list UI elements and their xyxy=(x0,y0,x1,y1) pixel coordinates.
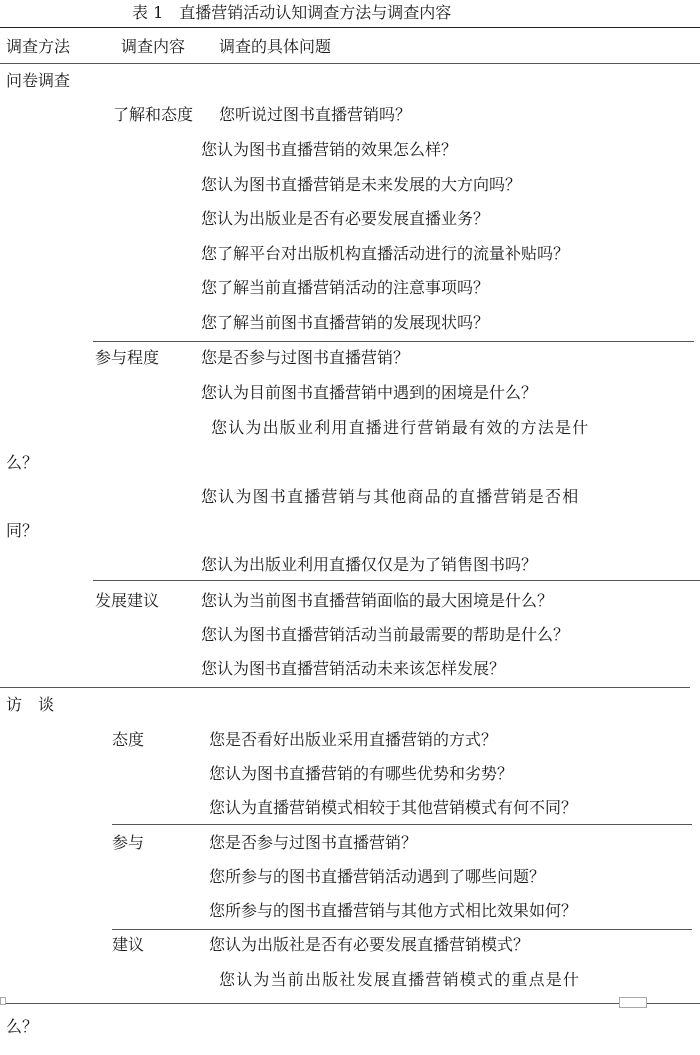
category-participation: 参与 xyxy=(112,833,145,852)
question-text: 您认为目前图书直播营销中遇到的困境是什么？ xyxy=(201,383,538,402)
question-text: 您了解当前直播营销活动的注意事项吗？ xyxy=(201,278,490,297)
group-rule xyxy=(93,341,694,342)
question-text: 您认为出版业利用直播进行营销最有效的方法是什 xyxy=(211,418,590,437)
question-text-continued: 么？ xyxy=(6,453,39,472)
section-rule xyxy=(0,687,690,688)
page-corner-mark-left xyxy=(0,997,6,1005)
question-text: 您听说过图书直播营销吗？ xyxy=(219,105,412,124)
question-text: 您认为出版业是否有必要发展直播业务？ xyxy=(201,209,490,228)
question-text: 您是否参与过图书直播营销？ xyxy=(209,833,418,852)
question-text: 您所参与的图书直播营销与其他方式相比效果如何？ xyxy=(209,901,578,920)
group-rule xyxy=(112,929,692,930)
header-content: 调查内容 xyxy=(121,37,186,56)
header-rule xyxy=(0,63,700,64)
question-text: 您认为图书直播营销活动当前最需要的帮助是什么？ xyxy=(201,625,570,644)
question-text: 您认为出版业利用直播仅仅是为了销售图书吗？ xyxy=(201,555,538,574)
table-caption: 表 1 直播营销活动认知调查方法与调查内容 xyxy=(132,3,452,22)
category-development-suggestions: 发展建议 xyxy=(95,591,160,610)
question-text: 您所参与的图书直播营销活动遇到了哪些问题？ xyxy=(209,867,546,886)
question-text: 您认为图书直播营销与其他商品的直播营销是否相 xyxy=(201,487,580,506)
question-text: 您认为图书直播营销活动未来该怎样发展？ xyxy=(201,659,506,678)
question-text: 您了解当前图书直播营销的发展现状吗？ xyxy=(201,313,490,332)
table-bottom-rule xyxy=(0,1003,700,1004)
page-corner-mark-right xyxy=(619,997,647,1008)
question-text: 您认为图书直播营销的效果怎么样？ xyxy=(201,140,458,159)
question-text: 您认为图书直播营销是未来发展的大方向吗？ xyxy=(201,175,522,194)
category-attitude: 态度 xyxy=(112,730,145,749)
method-questionnaire: 问卷调查 xyxy=(6,71,71,90)
question-text: 您认为出版社是否有必要发展直播营销模式？ xyxy=(209,935,530,954)
method-interview: 访 谈 xyxy=(6,695,55,714)
header-questions: 调查的具体问题 xyxy=(219,37,332,56)
question-text: 您认为当前图书直播营销面临的最大困境是什么？ xyxy=(201,591,554,610)
category-participation-level: 参与程度 xyxy=(95,348,160,367)
question-text-continued: 么？ xyxy=(6,1017,39,1036)
table-top-rule xyxy=(0,27,700,28)
group-rule xyxy=(112,824,692,825)
header-method: 调查方法 xyxy=(6,37,71,56)
question-text: 您认为当前出版社发展直播营销模式的重点是什 xyxy=(219,970,581,989)
question-text: 您认为直播营销模式相较于其他营销模式有何不同？ xyxy=(209,798,578,817)
group-rule xyxy=(93,580,700,581)
question-text-continued: 同？ xyxy=(6,521,39,540)
question-text: 您认为图书直播营销的有哪些优势和劣势？ xyxy=(209,764,514,783)
category-suggestion: 建议 xyxy=(112,935,145,954)
question-text: 您是否看好出版业采用直播营销的方式？ xyxy=(209,730,498,749)
question-text: 您了解平台对出版机构直播活动进行的流量补贴吗？ xyxy=(201,244,570,263)
category-understanding-attitude: 了解和态度 xyxy=(113,105,194,124)
question-text: 您是否参与过图书直播营销？ xyxy=(201,348,410,367)
